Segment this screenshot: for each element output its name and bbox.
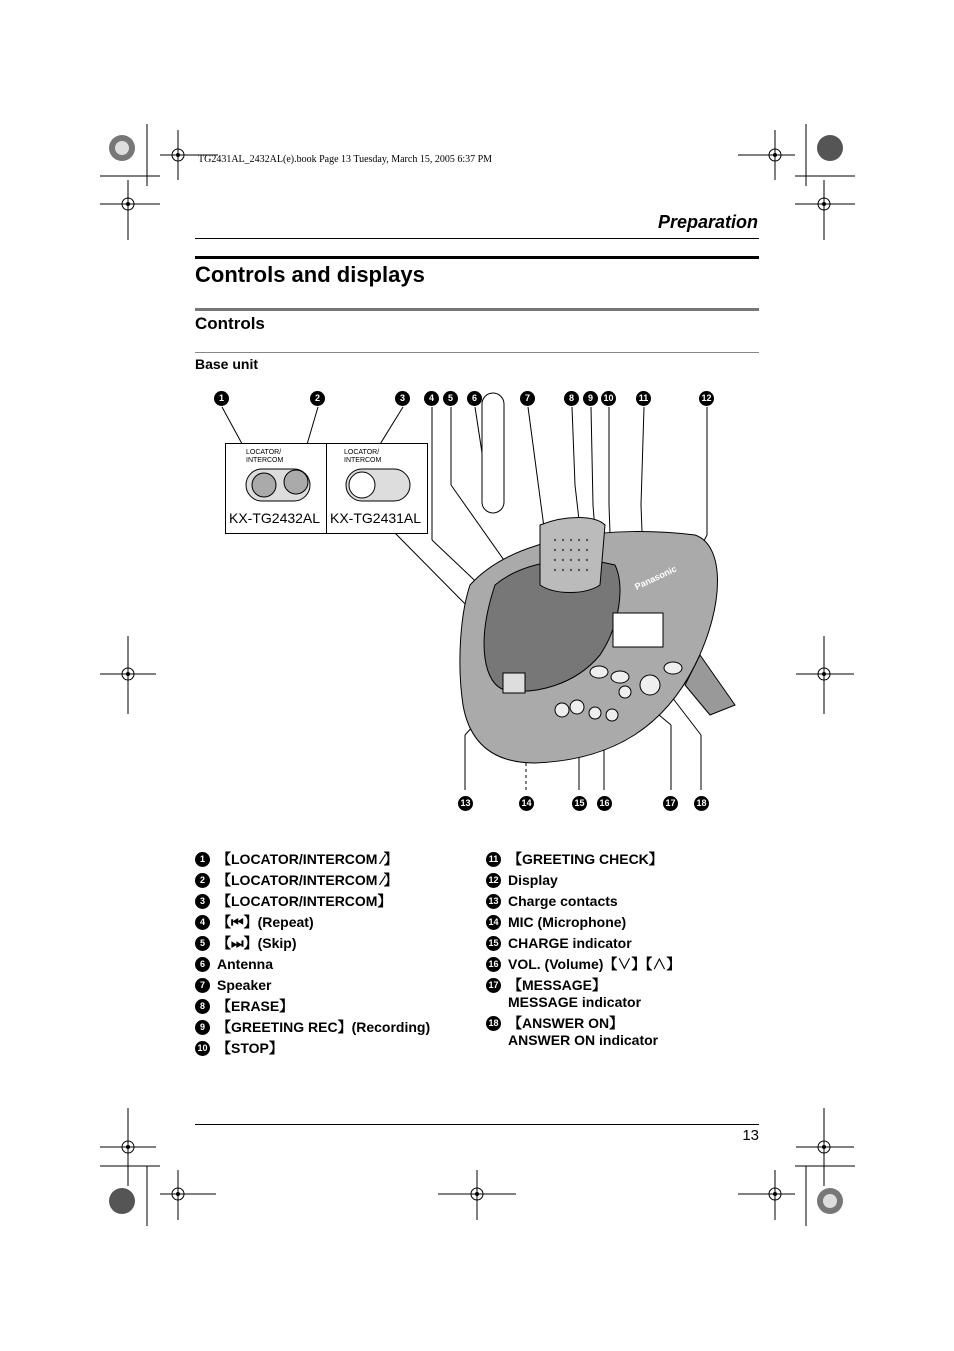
legend-text: MIC (Microphone) — [508, 914, 627, 930]
legend-text: Display — [508, 872, 558, 888]
legend-num: 6 — [195, 957, 210, 972]
title-rule-top — [195, 256, 759, 259]
section-label: Preparation — [657, 212, 758, 232]
callout-18: 18 — [694, 796, 709, 811]
legend-num: 17 — [486, 978, 501, 993]
subsection-title: Base unit — [195, 356, 259, 372]
callout-17: 17 — [663, 796, 678, 811]
callout-8: 8 — [564, 391, 579, 406]
legend-num: 13 — [486, 894, 501, 909]
legend-text: 【GREETING REC】(Recording) — [217, 1019, 431, 1035]
legend-item — [195, 849, 480, 870]
callout-9: 9 — [583, 391, 598, 406]
legend-num: 14 — [486, 915, 501, 930]
legend-text: 【ERASE】 — [217, 998, 294, 1014]
legend-text: 【GREETING CHECK】 — [508, 851, 663, 867]
legend-num: 1 — [195, 852, 210, 867]
legend-text: 【LOCATOR/INTERCOM ⁄】 — [217, 872, 398, 888]
model-inset — [225, 443, 428, 534]
callout-10: 10 — [601, 391, 616, 406]
legend-num: 4 — [195, 915, 210, 930]
callout-12: 12 — [699, 391, 714, 406]
footer-rule — [195, 1124, 759, 1125]
section-rule — [195, 352, 759, 353]
legend-subtext: MESSAGE indicator — [508, 994, 642, 1010]
callout-7: 7 — [520, 391, 535, 406]
legend-item — [195, 1038, 480, 1059]
legend-text: 【LOCATOR/INTERCOM】 — [217, 893, 392, 909]
legend-item — [486, 891, 756, 912]
legend-text: Speaker — [217, 977, 272, 993]
callout-6: 6 — [467, 391, 482, 406]
legend-item — [195, 954, 480, 975]
legend-num: 8 — [195, 999, 210, 1014]
legend-item — [486, 933, 756, 954]
legend-text: Charge contacts — [508, 893, 618, 909]
title-rule-bottom — [195, 308, 759, 311]
legend-item — [195, 912, 480, 933]
callout-5: 5 — [443, 391, 458, 406]
model-label-2432: KX-TG2432AL — [229, 510, 321, 526]
legend-num: 9 — [195, 1020, 210, 1035]
inset-label-1: LOCATOR/ INTERCOM — [246, 449, 284, 464]
legend-right — [486, 849, 756, 1051]
brand-logo: Panasonic — [633, 563, 679, 592]
legend-num: 15 — [486, 936, 501, 951]
section-title: Controls — [195, 314, 265, 333]
legend-num: 16 — [486, 957, 501, 972]
legend-text: Antenna — [217, 956, 273, 972]
legend-text: VOL. (Volume)【∨】【∧】 — [508, 956, 681, 972]
legend-num: 10 — [195, 1041, 210, 1056]
legend-num: 7 — [195, 978, 210, 993]
legend-item — [195, 975, 480, 996]
legend-item — [486, 912, 756, 933]
legend-text: 【LOCATOR/INTERCOM ⁄】 — [217, 851, 398, 867]
legend-num: 2 — [195, 873, 210, 888]
legend-num: 3 — [195, 894, 210, 909]
model-label-2431: KX-TG2431AL — [330, 510, 422, 526]
legend-text: CHARGE indicator — [508, 935, 632, 951]
legend-item — [486, 849, 756, 870]
callout-15: 15 — [572, 796, 587, 811]
legend-item — [486, 870, 756, 891]
legend-text: 【⏭】(Skip) — [217, 935, 297, 951]
inset-label-2: LOCATOR/ INTERCOM — [344, 449, 382, 464]
legend-text: 【MESSAGE】 — [508, 977, 607, 993]
legend-item — [195, 891, 480, 912]
legend-item — [486, 1013, 756, 1051]
legend-item — [486, 954, 756, 975]
legend-item — [195, 996, 480, 1017]
callout-4: 4 — [424, 391, 439, 406]
page-number: 13 — [742, 1127, 759, 1144]
legend-num: 18 — [486, 1016, 501, 1031]
header-rule — [195, 238, 759, 239]
file-header: TG2431AL_2432AL(e).book Page 13 Tuesday, March 15, 2005 6:37 PM — [198, 154, 493, 165]
legend-subtext: ANSWER ON indicator — [508, 1032, 659, 1048]
legend-item — [195, 933, 480, 954]
legend-left — [195, 849, 480, 1059]
legend-item — [486, 975, 756, 1013]
page-title: Controls and displays — [195, 262, 425, 287]
callout-11: 11 — [636, 391, 651, 406]
callout-13: 13 — [458, 796, 473, 811]
callout-2: 2 — [310, 391, 325, 406]
legend-item — [195, 870, 480, 891]
callout-14: 14 — [519, 796, 534, 811]
legend-num: 12 — [486, 873, 501, 888]
legend-num: 5 — [195, 936, 210, 951]
legend-item — [195, 1017, 480, 1038]
callout-3: 3 — [395, 391, 410, 406]
legend-text: 【ANSWER ON】 — [508, 1015, 624, 1031]
callout-1: 1 — [214, 391, 229, 406]
legend-text: 【STOP】 — [217, 1040, 283, 1056]
legend-text: 【⏮】(Repeat) — [217, 914, 314, 930]
callout-16: 16 — [597, 796, 612, 811]
legend-num: 11 — [486, 852, 501, 867]
